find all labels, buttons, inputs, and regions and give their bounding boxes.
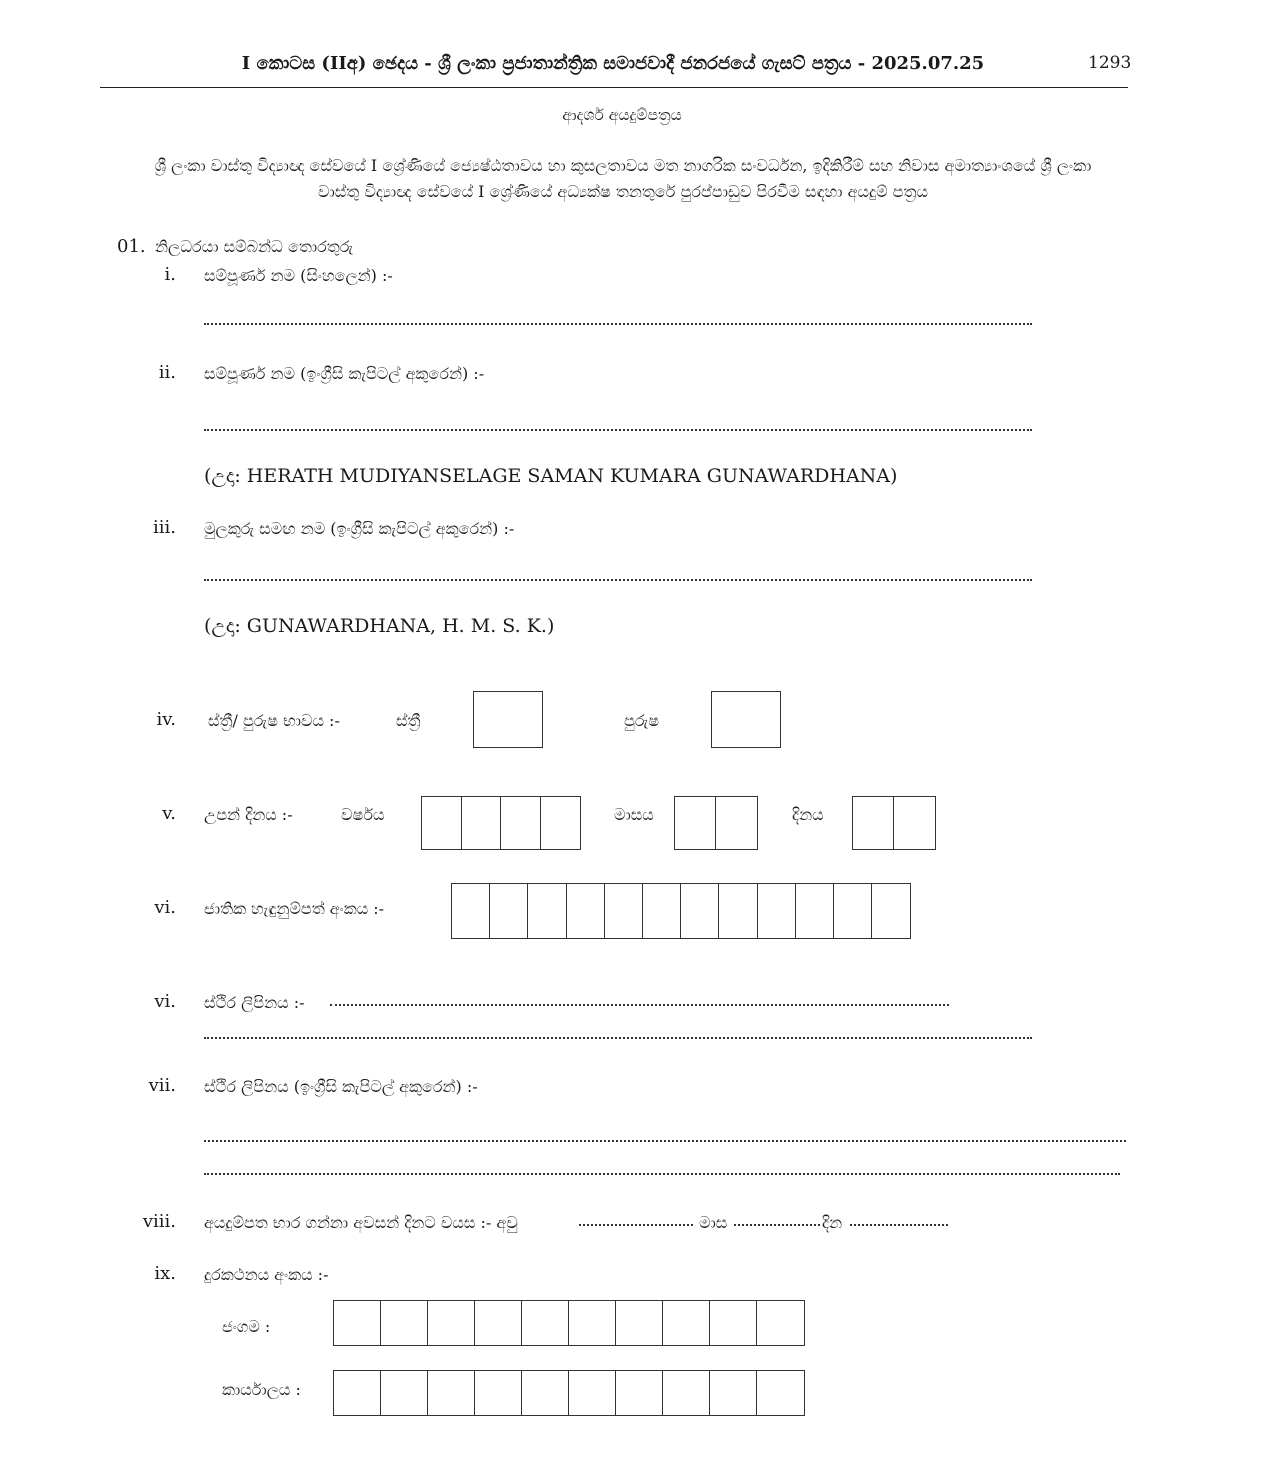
entry-cell[interactable] [894,797,935,849]
field-vii-number: vii. [148,1075,176,1096]
page-number: 1293 [1088,53,1132,73]
entry-cell[interactable] [381,1371,428,1415]
age-months-blank[interactable] [734,1224,820,1226]
birth-day-grid[interactable] [852,796,936,850]
address-line-1[interactable] [330,1004,949,1006]
entry-cell[interactable] [452,884,490,938]
entry-cell[interactable] [422,797,462,849]
field-ii-example: (උදා: HERATH MUDIYANSELAGE SAMAN KUMARA GUNAWARDHANA) [204,465,898,487]
gazette-header-title: I කොටස (IIඅ) ඡෙදය - ශ්‍රී ලංකා ප්‍රජාතාන්ත්‍රික සමාජවාදී ජනරජයේ ගැසට් පත්‍රය - 2025.07.25 [241,53,985,74]
entry-cell[interactable] [872,884,910,938]
entry-cell[interactable] [528,884,566,938]
field-vi-number: vi. [154,897,176,918]
entry-cell[interactable] [663,1371,710,1415]
office-label: කාර්යාලය : [222,1380,301,1399]
entry-cell[interactable] [716,797,757,849]
address-english-line-2[interactable] [204,1173,1120,1175]
entry-cell[interactable] [541,797,581,849]
entry-cell[interactable] [757,1371,804,1415]
entry-cell[interactable] [522,1371,569,1415]
entry-cell[interactable] [796,884,834,938]
entry-cell[interactable] [462,797,502,849]
field-i-number: i. [164,264,176,285]
address-line-2[interactable] [204,1037,1032,1039]
entry-cell[interactable] [757,1301,804,1345]
entry-cell[interactable] [569,1371,616,1415]
name-with-initials-line[interactable] [204,579,1032,581]
entry-cell[interactable] [381,1301,428,1345]
field-vi-b-number: vi. [154,991,176,1012]
mobile-label: ජංගම : [222,1317,271,1336]
entry-cell[interactable] [475,1301,522,1345]
entry-cell[interactable] [490,884,528,938]
field-ix-number: ix. [154,1263,176,1284]
full-name-english-line[interactable] [204,429,1032,431]
entry-cell[interactable] [663,1301,710,1345]
header-divider [100,87,1128,88]
day-label: දිනය [792,805,824,824]
entry-cell[interactable] [758,884,796,938]
entry-cell[interactable] [643,884,681,938]
field-iv-number: iv. [156,709,176,730]
field-ii-label: සම්පූර්ණ නම (ඉංග්‍රීසි කැපිටල් අකුරෙන්) :- [204,364,485,383]
section-title: නිලධරයා සම්බන්ධ තොරතුරු [155,237,354,256]
entry-cell[interactable] [616,1371,663,1415]
entry-cell[interactable] [710,1301,757,1345]
female-label: ස්ත්‍රී [396,711,421,730]
entry-cell[interactable] [522,1301,569,1345]
male-label: පුරුෂ [624,711,660,730]
address-english-line-1[interactable] [204,1140,1126,1142]
field-ii-number: ii. [158,362,176,383]
field-v-number: v. [162,803,176,824]
entry-cell[interactable] [567,884,605,938]
field-viii-label: අයදුම්පත භාර ගන්නා අවසන් දිනට වයස :- අවු [204,1213,518,1232]
entry-cell[interactable] [710,1371,757,1415]
age-years-blank[interactable] [579,1224,693,1226]
form-subtitle: ආදර්ශ අයදුම්පත්‍රය [562,106,682,124]
field-iv-label: ස්ත්‍රී/ පුරුෂ භාවය :- [208,711,340,730]
year-label: වර්ෂය [341,805,385,824]
section-number: 01. [117,236,146,257]
female-checkbox[interactable] [473,691,543,748]
field-vi-b-label: ස්ථිර ලිපිනය :- [204,993,305,1012]
entry-cell[interactable] [675,797,716,849]
entry-cell[interactable] [569,1301,616,1345]
entry-cell[interactable] [428,1301,475,1345]
entry-cell[interactable] [334,1371,381,1415]
field-viii-number: viii. [142,1211,176,1232]
nic-number-grid[interactable] [451,883,911,939]
entry-cell[interactable] [475,1371,522,1415]
birth-year-grid[interactable] [421,796,581,850]
field-iii-number: iii. [153,517,176,538]
form-intro: ශ්‍රී ලංකා වාස්තු විද්‍යාඥ සේවයේ I ශ්‍රේණියේ ජ්‍යෙෂ්ඨතාවය හා කුසලතාවය මත නාගරික සංවර්ධන, ඉදිකිරීම් සහ නිවාස අමාත්‍යාංශයේ ශ්‍රී ලංකා වාස්තු විද්‍යාඥ සේවයේ I ශ්‍රේණියේ අධ්‍යක්ෂ තනතුරේ පුරප්පාඩුව පිරවීම සඳහා අයදුම් පත්‍රය [154,156,1092,201]
age-months-label: මාස [699,1213,728,1232]
month-label: මාසය [614,805,654,824]
entry-cell[interactable] [681,884,719,938]
entry-cell[interactable] [605,884,643,938]
entry-cell[interactable] [501,797,541,849]
entry-cell[interactable] [719,884,757,938]
entry-cell[interactable] [834,884,872,938]
entry-cell[interactable] [334,1301,381,1345]
field-i-label: සම්පූර්ණ නම (සිංහලෙන්) :- [204,266,393,285]
male-checkbox[interactable] [711,691,781,748]
age-days-blank[interactable] [850,1224,948,1226]
entry-cell[interactable] [853,797,894,849]
field-ix-label: දුරකථනය අංකය :- [204,1265,329,1284]
office-number-grid[interactable] [333,1370,805,1416]
field-v-label: උපන් දිනය :- [204,805,293,824]
entry-cell[interactable] [616,1301,663,1345]
age-days-label: දින [822,1213,843,1232]
mobile-number-grid[interactable] [333,1300,805,1346]
field-vii-label: ස්ථිර ලිපිනය (ඉංග්‍රීසි කැපිටල් අකුරෙන්) :- [204,1077,478,1096]
birth-month-grid[interactable] [674,796,758,850]
field-vi-label: ජාතික හැඳුනුම්පත් අංකය :- [204,899,385,918]
field-iii-example: (උදා: GUNAWARDHANA, H. M. S. K.) [204,615,555,637]
entry-cell[interactable] [428,1371,475,1415]
full-name-sinhala-line[interactable] [204,323,1032,325]
field-iii-label: මුලකුරු සමඟ නම (ඉංග්‍රීසි කැපිටල් අකුරෙන්) :- [204,519,515,538]
